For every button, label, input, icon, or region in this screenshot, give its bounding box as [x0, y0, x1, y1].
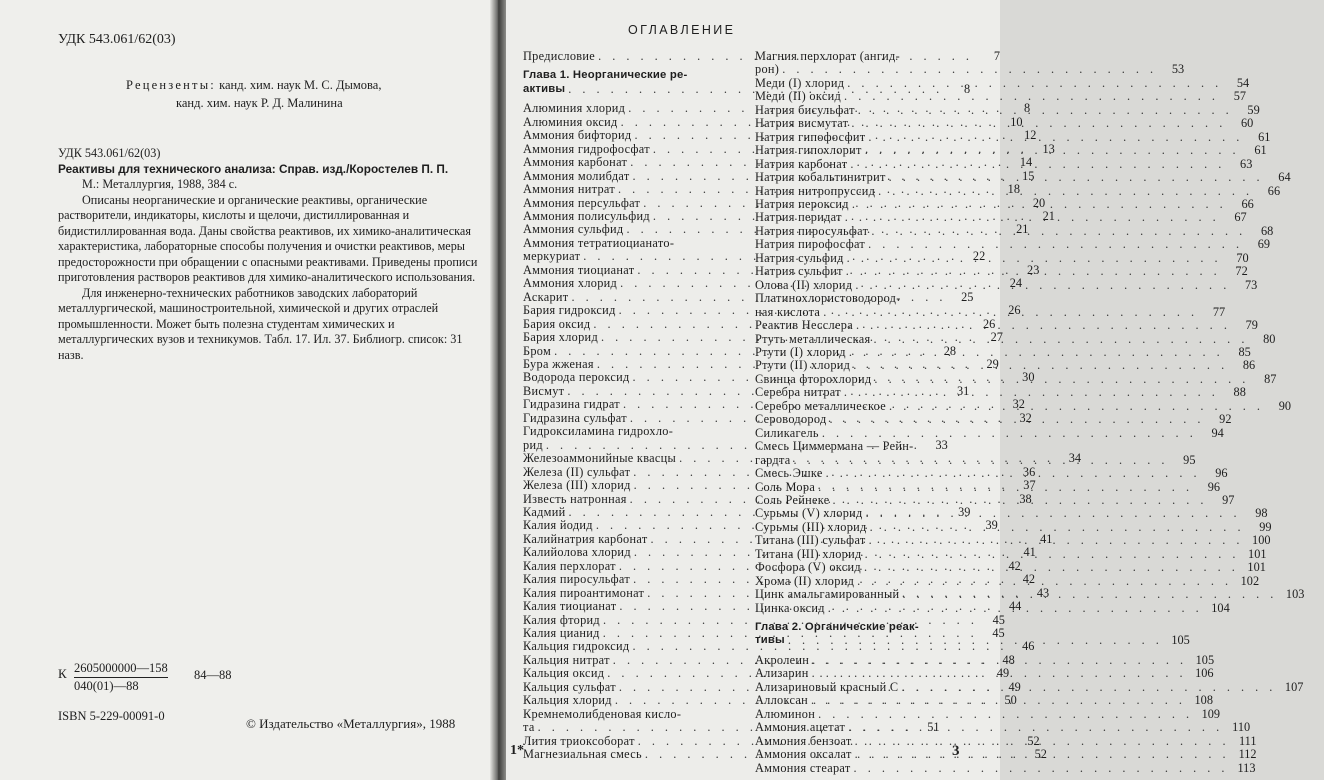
toc-leader-dots: [833, 491, 1208, 507]
toc-leader-dots: [826, 464, 1201, 480]
toc-entry-page: 14: [1019, 155, 1033, 170]
annotation-paragraph-1: Описаны неорганические и органические реактивы, органические растворители, индикаторы, кислоты и щелочи, дистиллированная и бидистиллированная вода. Даны свойства реактивов, их химико-аналитическая характеристика, лабораторные способы получения и очистки реактивов, меры предосторожности при обращении с опасными реактивами. Приведены прописи приготовления растворов реактивов для химико-аналитического использования.: [58, 192, 478, 284]
toc-leader-dots: [794, 451, 1169, 467]
publisher-copyright: © Издательство «Металлургия», 1988: [246, 716, 456, 731]
toc-chapter-entry: [755, 621, 977, 634]
toc-entry-title: Платинохлористоводород-: [755, 291, 901, 306]
toc-entry-page: 70: [1236, 250, 1249, 265]
toc-entry-title: Натрия перидат: [755, 210, 842, 225]
toc-leader-dots: [855, 276, 1230, 292]
toc-entry-title: Кадмий: [523, 504, 566, 519]
toc-entry-page: 67: [1234, 210, 1247, 225]
toc-entry-title: Аммония тиоцианат: [523, 262, 635, 277]
toc-leader-dots: [847, 249, 1222, 265]
toc-entry-page: 24: [1009, 276, 1023, 291]
classification-suffix: 84—88: [194, 668, 232, 682]
toc-leader-dots: [844, 383, 1219, 399]
toc-entry-title: Глава 1. Неорганические ре-: [523, 69, 688, 82]
toc-entry-title: Натрия сульфид: [755, 250, 844, 265]
toc-leader-dots: [812, 667, 1187, 680]
toc-entry-page: 112: [1238, 747, 1257, 762]
toc-entry-title: Бром: [523, 343, 552, 358]
toc-entry-page: 68: [1260, 223, 1274, 238]
toc-entry-title: Силикагель: [755, 425, 819, 440]
toc-entry-title: Аммония хлорид: [523, 276, 618, 291]
toc-entry-page: 88: [1233, 385, 1246, 400]
toc-entry-title: Калийолова хлорид: [523, 545, 631, 560]
toc-entry-title: Кремнемолибденовая кисло-: [523, 706, 682, 721]
toc-leader-dots: [822, 427, 1197, 440]
toc-entry-title: Натрия кобальтинитрит: [755, 170, 886, 185]
toc-entry-page: 96: [1215, 466, 1228, 481]
toc-entry-title: Натрия сульфит: [755, 264, 843, 279]
toc-entry-page: 26: [1008, 303, 1021, 318]
toc-entry-page: 105: [1171, 633, 1190, 648]
toc-leader-dots: [868, 128, 1243, 144]
toc-leader-dots: [854, 762, 1229, 775]
toc-leader-dots: [865, 545, 1240, 561]
bib-udk: УДК 543.061/62(03): [58, 146, 161, 160]
toc-entry-page: 41: [1023, 545, 1036, 560]
toc-entry-page: 97: [1222, 492, 1235, 507]
toc-leader-dots: [823, 303, 1198, 319]
toc-heading: ОГЛАВЛЕНИЕ: [628, 23, 736, 37]
toc-leader-dots: [864, 558, 1239, 574]
toc-entry-title: Соль Мора: [755, 479, 816, 494]
toc-entry-title: Водорода пероксид: [523, 370, 630, 385]
toc-leader-dots: [848, 721, 1223, 734]
toc-entry: [755, 89, 1246, 104]
toc-leader-dots: [866, 504, 1241, 520]
toc-entry-title: Калия цианид: [523, 626, 600, 641]
toc-leader-dots: [858, 101, 1233, 117]
toc-leader-dots: [830, 410, 1205, 426]
udk-code-top: УДК 543.061/62(03): [58, 32, 176, 47]
toc-leader-dots: [844, 90, 1219, 103]
toc-entry-title: Аммония сульфид: [523, 222, 624, 237]
toc-entry-page: 72: [1235, 264, 1248, 279]
toc-entry-title: рон): [755, 62, 780, 77]
toc-entry-page: 90: [1278, 398, 1291, 413]
toc-entry-title: Ртуть металлическая: [755, 331, 871, 346]
toc-entry-page: 66: [1241, 196, 1254, 211]
toc-leader-dots: [788, 634, 1163, 647]
toc-entry-title: Ализарин: [755, 666, 809, 681]
toc-entry-title: Цинка оксид: [755, 600, 825, 615]
toc-entry-page: 26: [983, 316, 996, 331]
toc-entry-page: 106: [1195, 666, 1214, 681]
toc-entry-page: 39: [958, 504, 971, 519]
toc-entry-title: Бария гидроксид: [523, 303, 616, 318]
toc-leader-dots: [828, 599, 1203, 615]
toc-entry-page: 59: [1247, 102, 1260, 117]
classification-denominator: 040(01)—88: [74, 679, 139, 693]
toc-entry-title: Натрия карбонат: [755, 156, 848, 171]
toc-entry-page: 8: [1024, 101, 1031, 116]
toc-entry-page: 73: [1244, 277, 1258, 292]
toc-entry-title: Аскарит: [523, 289, 569, 304]
toc-leader-dots: [847, 77, 1222, 90]
toc-entry-title: Свинца фторохлорид: [755, 371, 872, 386]
toc-entry: [755, 75, 1250, 90]
toc-entry-page: 108: [1194, 693, 1213, 708]
toc-leader-dots: [852, 195, 1227, 211]
toc-entry-title: Смесь Циммермана — Рейн-: [755, 439, 914, 454]
toc-entry-page: 86: [1242, 358, 1256, 373]
toc-entry-title: Натрия пероксид: [755, 196, 849, 211]
toc-entry-title: тивы: [755, 634, 785, 647]
toc-entry-title: Гидразина сульфат: [523, 410, 627, 425]
toc-entry-title: Магния перхлорат (ангид-: [755, 49, 900, 63]
toc-entry-page: 94: [1211, 425, 1224, 440]
toc-entry-title: Аммония карбонат: [523, 155, 628, 170]
toc-entry-title: Аммония гидрофосфат: [523, 141, 650, 156]
toc-entry-title: Сурьмы (III) хлорид: [755, 519, 867, 534]
toc-leader-dots: [782, 63, 1157, 76]
toc-entry-title: Глава 2. Органические реак-: [755, 621, 919, 634]
toc-leader-dots: [818, 478, 1193, 494]
toc-entry-title: Аммония бензоат: [755, 733, 852, 748]
toc-entry-page: 79: [1245, 318, 1258, 333]
toc-leader-dots: [889, 168, 1264, 184]
toc-entry: [755, 437, 977, 454]
toc-entry-title: Титана (III) сульфат: [755, 533, 866, 548]
toc-entry-page: 64: [1278, 170, 1291, 185]
toc-entry-page: 44: [1009, 599, 1022, 614]
toc-entry-page: 34: [1068, 451, 1082, 466]
toc-entry-title: Аммония молибдат: [523, 168, 630, 183]
toc-entry: [523, 708, 748, 721]
toc-entry-page: 102: [1240, 573, 1260, 588]
toc-entry: [755, 50, 977, 63]
toc-entry-page: 49: [996, 666, 1010, 681]
toc-entry-title: Магнезиальная смесь: [523, 747, 642, 762]
toc-entry-page: 80: [1263, 331, 1276, 346]
toc-leader-dots: [868, 238, 1243, 251]
toc-entry-title: Бария хлорид: [523, 330, 598, 345]
toc-entry: [523, 237, 748, 250]
toc-entry-title: Хрома (II) хлорид: [755, 573, 855, 588]
toc-entry-page: 21: [1016, 222, 1029, 237]
toc-entry-page: 12: [1024, 128, 1037, 143]
toc-entry-page: 23: [1027, 262, 1040, 277]
toc-entry-title: Серебро металлическое: [755, 398, 887, 413]
toc-entry-page: 69: [1257, 237, 1271, 252]
toc-entry-title: Натрия пирофосфат: [755, 237, 866, 252]
toc-entry-title: Гидразина гидрат: [523, 397, 620, 412]
toc-entry-title: гардта: [755, 452, 791, 467]
toc-entry-page: 45: [992, 626, 1005, 641]
toc-entry-title: Кальция хлорид: [523, 693, 612, 708]
toc-entry-title: Фосфора (V) оксид: [755, 560, 861, 575]
annotation-paragraph-2: Для инженерно-технических работников заводских лабораторий металлургической, машиностроительной, химической и других отраслей промышленности. Может быть полезна студентам химических и металлургических вузов и техникумов. Табл. 17. Ил. 37. Библиогр. список: 31 назв.: [58, 285, 463, 362]
toc-entry-page: 41: [1040, 531, 1053, 546]
toc-entry-page: 92: [1219, 412, 1232, 427]
toc-entry-title: Калия фторид: [523, 612, 600, 627]
toc-entry-title: Аммония оксалат: [755, 747, 852, 762]
toc-entry-title: Алюминон: [755, 706, 816, 721]
toc-entry-page: 27: [990, 330, 1003, 345]
toc-entry-page: 10: [1010, 114, 1023, 129]
toc-entry-page: 51: [927, 720, 940, 735]
toc-entry-title: Натрия гипохлорит: [755, 143, 862, 158]
toc-entry-title: Калия пиросульфат: [523, 572, 631, 587]
toc-entry-page: 104: [1211, 600, 1230, 615]
toc-entry-title: Аммония ацетат: [755, 720, 846, 735]
classification-numerator: 2605000000—158: [74, 660, 168, 678]
toc-entry-title: Калия пироантимонат: [523, 585, 645, 600]
toc-entry-title: Лития триоксоборат: [523, 733, 635, 748]
toc-entry-title: Кальция гидроксид: [523, 639, 630, 654]
page-number: 3: [952, 743, 960, 759]
toc-entry-page: 53: [1171, 62, 1185, 77]
toc-entry-page: 100: [1252, 533, 1271, 548]
book-gutter: [490, 0, 506, 780]
toc-entry-title: Калия перхлорат: [523, 558, 616, 573]
toc-entry-title: Железа (II) сульфат: [523, 464, 631, 479]
toc-leader-dots: [851, 114, 1226, 130]
toc-entry-page: 101: [1248, 546, 1267, 561]
toc-entry-page: 61: [1258, 129, 1271, 144]
toc-entry-page: 8: [964, 81, 971, 96]
toc-entry-page: 29: [986, 356, 999, 371]
toc-entry-page: 31: [957, 383, 970, 398]
toc-entry-page: 95: [1183, 452, 1196, 467]
toc-entry-page: 42: [1008, 558, 1021, 573]
toc-entry: [523, 425, 748, 438]
toc-leader-dots: [878, 182, 1253, 198]
toc-entry-title: Аммония тетратиоцианато-: [523, 235, 675, 250]
toc-leader-dots: [869, 531, 1244, 547]
toc-entry-title: Ртути (I) хлорид: [755, 344, 846, 359]
toc-entry-page: 21: [1042, 208, 1055, 223]
reviewer-1: канд. хим. наук М. С. Дымова,: [219, 78, 382, 92]
toc-entry-page: 103: [1285, 587, 1305, 602]
toc-entry-title: Цинк амальгамированный: [755, 587, 900, 602]
toc-entry: [523, 612, 1005, 627]
toc-leader-dots: [845, 208, 1220, 224]
isbn: ISBN 5-229-00091-0: [58, 709, 165, 723]
toc-entry-page: 20: [1032, 195, 1046, 210]
toc-entry-page: 107: [1284, 679, 1304, 694]
toc-entry-page: 33: [935, 437, 948, 452]
toc-entry-page: 13: [1042, 141, 1055, 156]
toc-entry-title: Калийнатрия карбонат: [523, 531, 648, 546]
toc-entry: [755, 383, 1246, 400]
toc-leader-dots: [871, 222, 1246, 238]
toc-entry-page: 50: [1004, 693, 1017, 708]
toc-entry-page: 48: [1002, 652, 1015, 667]
toc-entry-title: Сероводород: [755, 412, 827, 427]
toc-entry-title: Ртути (II) хлорид: [755, 358, 851, 373]
toc-entry-page: 101: [1247, 560, 1266, 575]
toc-entry-title: Натрия нитропруссид: [755, 183, 876, 198]
toc-entry-page: 110: [1232, 720, 1251, 735]
toc-entry-page: 32: [1012, 397, 1025, 412]
toc-entry-title: Аммония стеарат: [755, 760, 851, 775]
toc-leader-dots: [812, 654, 1187, 667]
toc-entry-page: 42: [1022, 572, 1035, 587]
toc-entry-title: Предисловие: [523, 49, 596, 63]
toc-entry-title: Сурьмы (V) хлорид: [755, 506, 863, 521]
toc-entry-title: Натрия пиросульфат: [755, 223, 869, 238]
toc-entry-title: Известь натронная: [523, 491, 627, 506]
toc-entry-title: Аммония персульфат: [523, 195, 641, 210]
toc-entry-page: 96: [1207, 479, 1221, 494]
toc-entry-page: 37: [1023, 478, 1036, 493]
toc-entry-page: 52: [1034, 747, 1047, 762]
toc-entry-title: Железа (III) хлорид: [523, 478, 631, 493]
left-page-footer: 1*: [510, 743, 524, 758]
toc-entry-title: Кальция оксид: [523, 666, 605, 681]
toc-entry-title: Олова (II) хлорид: [755, 277, 853, 292]
toc-entry-page: 113: [1237, 760, 1256, 775]
toc-entry-title: Бура жженая: [523, 356, 594, 371]
toc-entry-page: 61: [1254, 143, 1267, 158]
toc-entry: [755, 504, 1268, 521]
toc-entry-page: 52: [1027, 733, 1040, 748]
reviewers-block: [126, 76, 381, 112]
toc-entry: [755, 102, 1260, 117]
toc-leader-dots: [855, 748, 1230, 761]
bib-publication: М.: Металлургия, 1988, 384 с.: [82, 177, 238, 191]
toc-entry-title: Реактив Несслера: [755, 318, 853, 333]
toc-entry-page: 32: [1019, 410, 1032, 425]
toc-leader-dots: [811, 694, 1186, 707]
toc-entry-page: 111: [1238, 733, 1257, 748]
toc-entry: [755, 289, 977, 306]
toc-entry-title: Аммония полисульфид: [523, 208, 650, 223]
toc-leader-dots: [865, 141, 1240, 157]
toc-entry-page: 63: [1240, 156, 1253, 171]
toc-entry: [755, 425, 1224, 440]
toc-entry-title: Ализариновый красный С: [755, 679, 899, 694]
toc-entry-title: та: [523, 720, 535, 735]
toc-entry-title: Натрия висмутат: [755, 116, 849, 131]
bib-title: Реактивы для технического анализа: Справ. изд./Коростелев П. П.: [58, 161, 449, 176]
toc-entry-page: 15: [1022, 168, 1035, 183]
toc-entry-title: Акролеин: [755, 652, 810, 667]
toc-entry-title: Аммония нитрат: [523, 182, 616, 197]
toc-entry-page: 30: [1022, 370, 1035, 385]
toc-entry-page: 22: [972, 249, 986, 264]
reviewers-label: Рецензенты:: [126, 78, 216, 92]
toc-entry-title: Гидроксиламина гидрохло-: [523, 424, 674, 439]
toc-leader-dots: [853, 356, 1228, 372]
toc-entry-title: Кальция нитрат: [523, 652, 610, 667]
toc-entry-page: 87: [1264, 371, 1277, 386]
toc-leader-dots: [889, 397, 1264, 413]
toc-leader-dots: [856, 316, 1231, 332]
reviewer-2: канд. хим. наук Р. Д. Малинина: [176, 96, 343, 110]
toc-entry-title: Железоаммонийные квасцы: [523, 451, 677, 466]
toc-entry-page: 38: [1019, 491, 1032, 506]
toc-entry-page: 85: [1238, 344, 1251, 359]
toc-entry-title: Калия йодид: [523, 518, 593, 533]
toc-entry-title: Соль Рейнеке: [755, 492, 830, 507]
toc-entry-page: 66: [1267, 183, 1281, 198]
toc-entry: [755, 237, 1271, 252]
toc-entry-title: рид: [523, 437, 543, 452]
toc-entry-title: Бария оксид: [523, 316, 591, 331]
toc-leader-dots: [901, 681, 1276, 694]
toc-entry-page: 39: [985, 518, 998, 533]
toc-entry-page: 36: [1022, 464, 1036, 479]
toc-entry-title: Натрия гипофосфит: [755, 129, 866, 144]
toc-entry-page: 43: [1036, 585, 1050, 600]
toc-entry-page: 60: [1240, 116, 1254, 131]
toc-leader-dots: [870, 518, 1245, 534]
toc-entry-page: 99: [1259, 519, 1272, 534]
toc-leader-dots: [902, 585, 1277, 601]
toc-leader-dots: [850, 155, 1225, 171]
toc-entry-title: Кальция сульфат: [523, 679, 616, 694]
toc-entry: [755, 720, 1251, 735]
toc-entry-title: Алюминия хлорид: [523, 101, 626, 116]
toc-entry-title: ная кислота: [755, 304, 821, 319]
toc-entry-title: Висмут: [523, 383, 565, 398]
toc-entry-title: Меди (I) хлорид: [755, 75, 845, 90]
toc-entry-page: 109: [1201, 706, 1221, 721]
toc-leader-dots: [855, 735, 1230, 748]
toc-entry-title: Аллоксан: [755, 693, 809, 708]
toc-leader-dots: [873, 330, 1248, 346]
toc-entry-page: 28: [943, 343, 957, 358]
toc-entry: [755, 62, 1185, 77]
toc-entry-page: 49: [1008, 679, 1021, 694]
toc-entry-page: 7: [993, 49, 1000, 63]
toc-leader-dots: [846, 262, 1221, 278]
toc-entry-page: 77: [1212, 304, 1226, 319]
toc-leader-dots: [818, 708, 1193, 721]
toc-entry-page: 18: [1007, 182, 1020, 197]
toc-leader-dots: [874, 370, 1249, 386]
toc-entry-title: Алюминия оксид: [523, 114, 618, 129]
toc-entry-page: 45: [992, 612, 1005, 627]
toc-leader-dots: [857, 572, 1232, 588]
toc-entry-page: 54: [1236, 75, 1250, 90]
toc-entry-page: 98: [1255, 506, 1268, 521]
toc-entry-title: Меди (II) оксид: [755, 89, 842, 104]
toc-entry-title: Калия тиоцианат: [523, 599, 617, 614]
toc-entry: [755, 760, 1256, 775]
toc-entry-title: Натрия бисульфат: [755, 102, 855, 117]
toc-entry-title: Аммония бифторид: [523, 128, 632, 143]
toc-entry-page: 57: [1233, 89, 1246, 104]
classification-letter: К: [58, 666, 67, 681]
toc-entry: [755, 343, 1251, 359]
classification-fraction: [74, 660, 168, 694]
toc-entry-title: Серебра нитрат: [755, 385, 841, 400]
bibliographic-record: [58, 146, 478, 363]
toc-entry-page: 46: [1022, 639, 1035, 654]
toc-entry-page: 25: [961, 289, 974, 304]
toc-entry-page: 105: [1195, 652, 1215, 667]
toc-entry-title: Титана (III) хлорид: [755, 546, 862, 561]
toc-entry-title: меркуриат: [523, 249, 581, 264]
toc-entry-title: Смесь Эшке: [755, 466, 823, 481]
toc-chapter-entry: [523, 69, 748, 82]
toc-entry: [755, 706, 1221, 721]
toc-entry-title: активы: [523, 82, 566, 95]
toc-leader-dots: [849, 343, 1224, 359]
